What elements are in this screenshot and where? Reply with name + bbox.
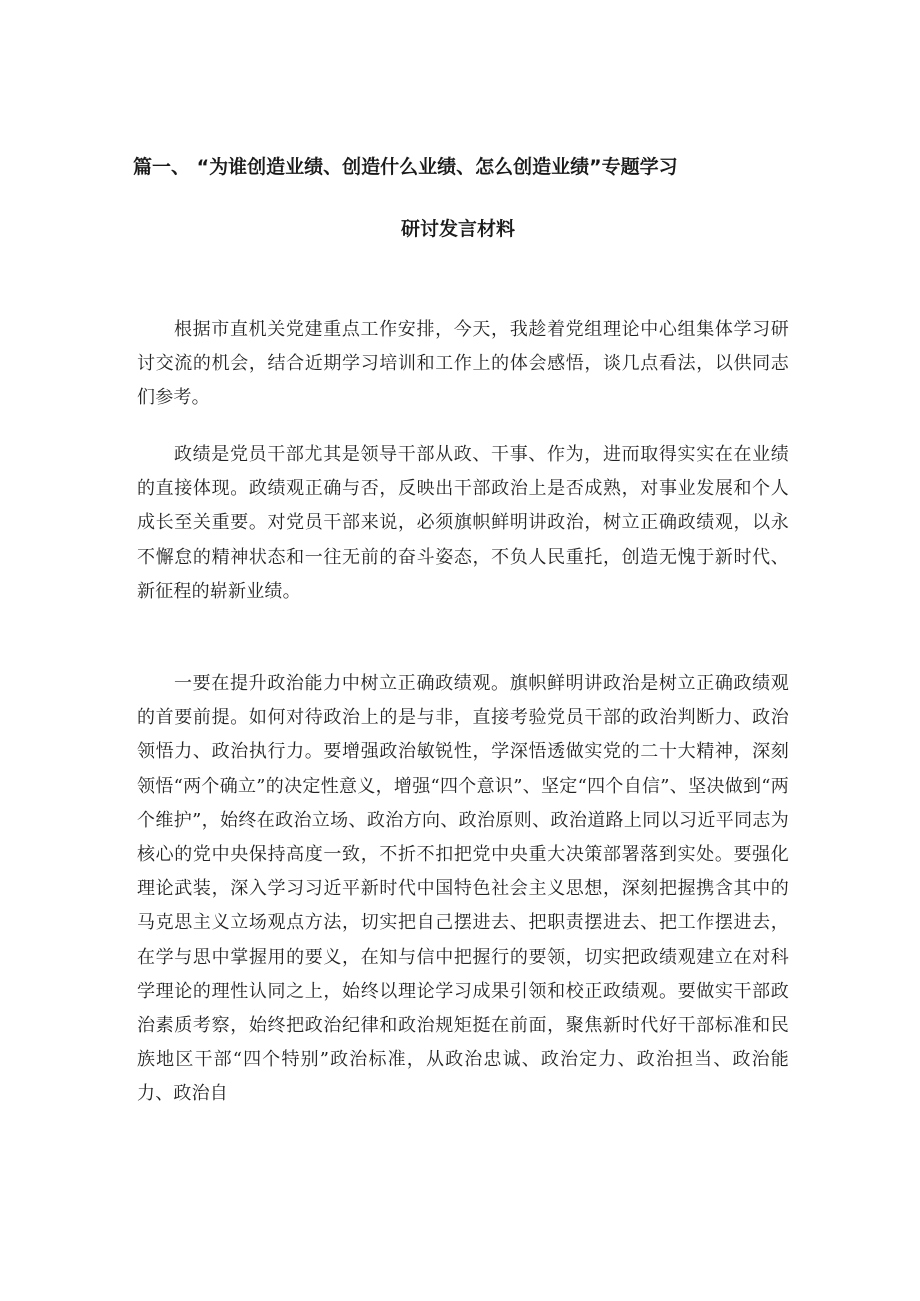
paragraph-political-achievement: 政绩是党员干部尤其是领导干部从政、干事、作为，进而取得实实在在业绩的直接体现。政绩观正确与否，反映出干部政治上是否成熟，对事业发展和个人成长至关重要。对党员干部来说，必须旗帜鲜明讲政治，树立正确政绩观，以永不懈怠的精神状态和一往无前的奋斗姿态，不负人民重托，创造无愧于新时代、新征程的崭新业绩。: [137, 444, 789, 602]
paragraph-political-capability: 一要在提升政治能力中树立正确政绩观。旗帜鲜明讲政治是树立正确政绩观的首要前提。如何对待政治上的是与非，直接考验党员干部的政治判断力、政治领悟力、政治执行力。要增强政治敏锐性，学深悟透做实党的二十大精神，深刻领悟“两个确立”的决定性意义，增强“四个意识”、坚定“四个自信”、坚决做到“两个维护”，始终在政治立场、政治方向、政治原则、政治道路上同以习近平同志为核心的党中央保持高度一致，不折不扣把党中央重大决策部署落到实处。要强化理论武装，深入学习习近平新时代中国特色社会主义思想，深刻把握携含其中的马克思主义立场观点方法，切实把自己摆进去、把职责摆进去、把工作摆进去，在学与思中掌握用的要义，在知与信中把握行的要领，切实把政绩观建立在对科学理论的理性认同之上，始终以理论学习成果引领和校正政绩观。要做实干部政治素质考察，始终把政治纪律和政治规矩挺在前面，聚焦新时代好干部标准和民族地区干部“四个特别”政治标准，从政治忠诚、政治定力、政治担当、政治能力、政治自: [137, 673, 789, 1105]
document-title-line-1: 篇一、 “为谁创造业绩、创造什么业绩、怎么创造业绩”专题学习: [133, 156, 678, 178]
paragraph-intro: 根据市直机关党建重点工作安排，今天，我趁着党组理论中心组集体学习研讨交流的机会，结合近期学习培训和工作上的体会感悟，谈几点看法，以供同志们参考。: [137, 319, 789, 409]
document-title-line-2: 研讨发言材料: [401, 218, 516, 240]
